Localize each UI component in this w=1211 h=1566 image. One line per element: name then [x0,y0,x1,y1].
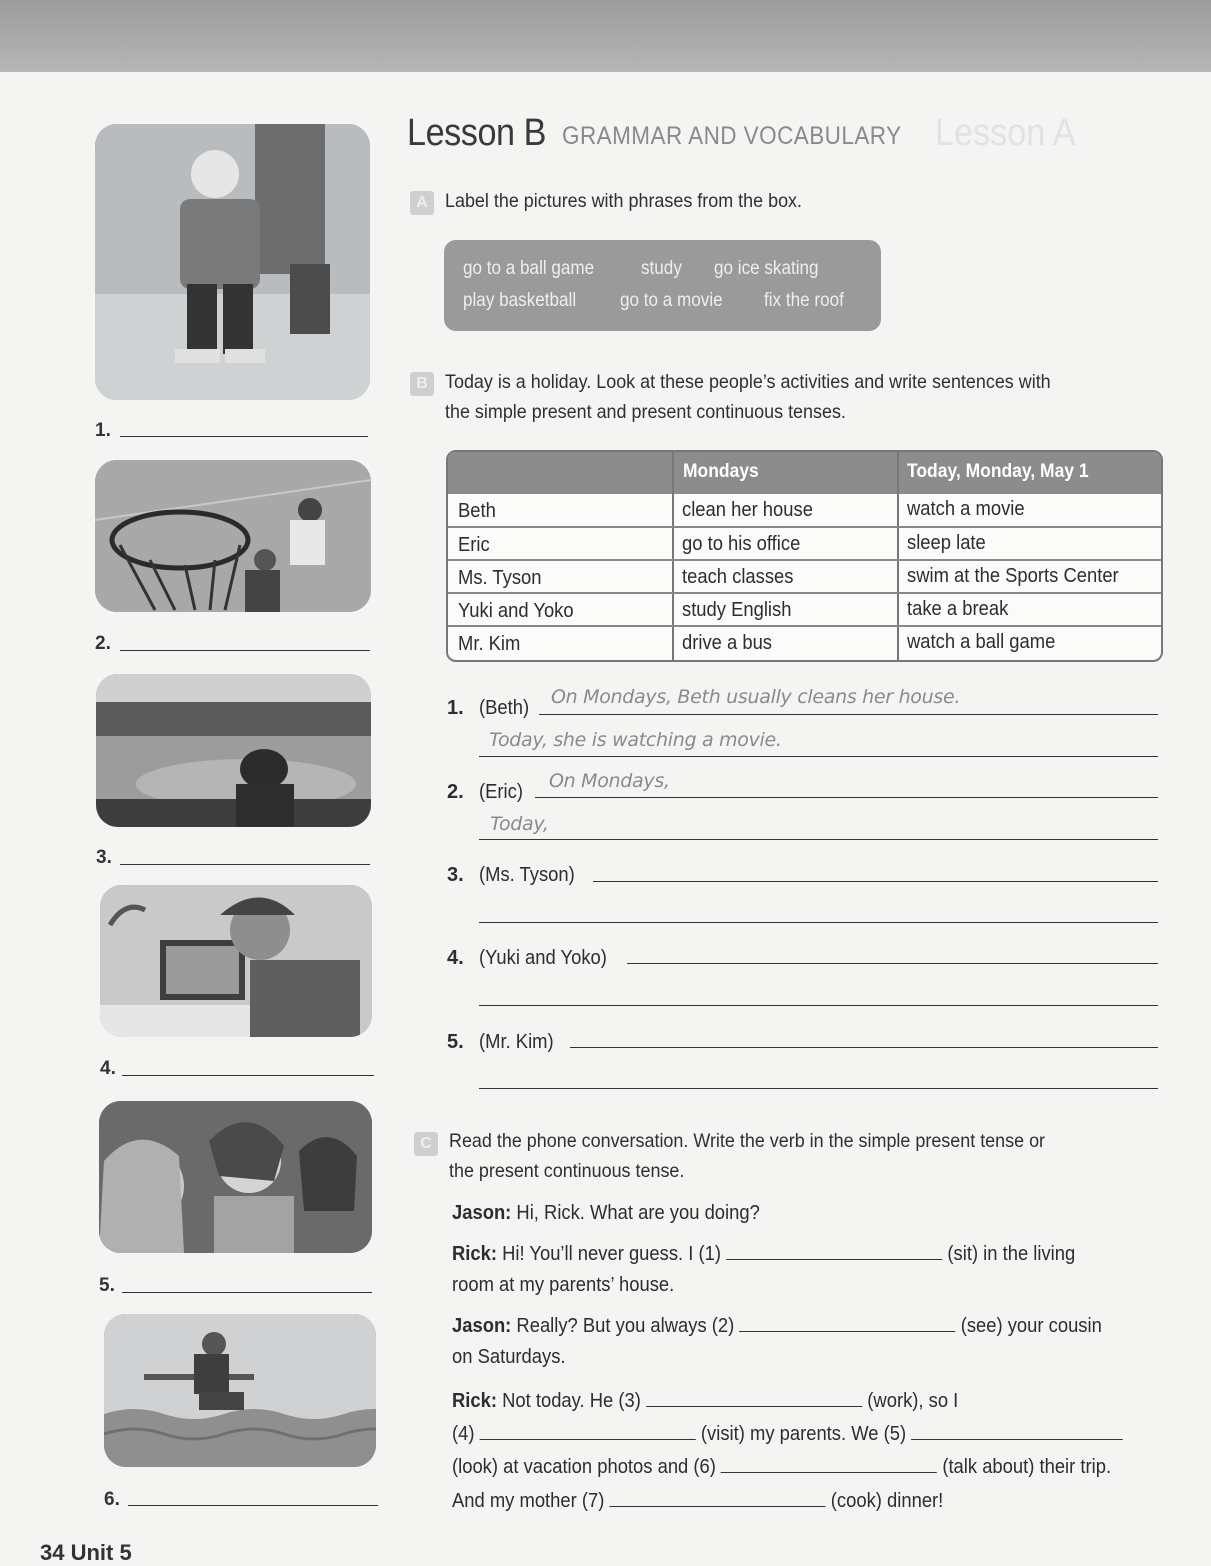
conversation-line [452,1239,1075,1270]
item-number: 5. [447,1031,464,1053]
answer-line[interactable] [627,963,1158,964]
answer-line[interactable] [479,1005,1158,1006]
verb-blank-2[interactable] [739,1313,955,1332]
answer-line[interactable] [535,797,1158,798]
word-box-item: play basketball [463,290,577,311]
word-box-item: fix the roof [764,290,844,311]
exercise-b-instruction [445,367,1051,427]
verb-blank-7[interactable] [609,1488,825,1507]
table-divider [448,592,1161,594]
item-name: (Mr. Kim) [479,1031,554,1053]
picture-answer-line[interactable] [122,1075,374,1076]
table-divider [448,559,1161,561]
dialogue-text: (see) your cousin [960,1315,1102,1337]
table-divider [897,452,899,660]
dialogue-text: And my mother (7) [452,1490,605,1512]
picture-answer-line[interactable] [128,1505,378,1506]
conversation-line [452,1198,760,1229]
answer-line[interactable] [479,922,1158,923]
item-name: (Beth) [479,697,530,719]
answer-line[interactable] [570,1047,1158,1048]
instruction-line: the present continuous tense. [449,1160,685,1182]
handwritten-answer: On Mondays, Beth usually cleans her house. [551,686,961,708]
verb-blank-5[interactable] [911,1421,1123,1440]
picture-number: 4. [100,1058,116,1079]
movie-photo [99,1101,372,1253]
ball-game-photo [96,674,371,827]
table-cell: study English [682,599,792,621]
basketball-photo [95,460,371,612]
handwritten-answer: Today, she is watching a movie. [489,729,782,751]
dialogue-text: (visit) my parents. We (5) [700,1423,907,1445]
dialogue-text: (4) [452,1423,475,1445]
answer-line[interactable] [539,714,1158,715]
answer-line[interactable] [479,839,1158,840]
conversation-line [452,1452,1111,1483]
word-box-item: go to a ball game [463,258,595,279]
dialogue-text: (cook) dinner! [830,1490,944,1512]
picture-number: 6. [104,1489,120,1510]
table-cell: Ms. Tyson [458,567,542,589]
picture-answer-line[interactable] [120,650,370,651]
activities-table [446,450,1163,662]
conversation-line [452,1270,674,1301]
instruction-line: the simple present and present continuous tenses. [445,401,846,423]
table-cell: teach classes [682,566,794,588]
picture-answer-line[interactable] [120,436,368,437]
picture-number: 1. [95,420,111,441]
exercise-c-instruction [449,1126,1045,1186]
conversation-line [452,1342,566,1373]
speaker: Rick: [452,1390,497,1412]
ice-skating-photo [95,124,370,400]
conversation-line [452,1419,1123,1450]
table-divider [448,526,1161,528]
word-box-item: go to a movie [620,290,723,311]
table-cell: sleep late [907,532,986,554]
dialogue-text: room at my parents’ house. [452,1274,675,1296]
dialogue-text: (talk about) their trip. [942,1456,1112,1478]
speaker: Jason: [452,1202,512,1224]
table-cell: drive a bus [682,632,773,654]
table-divider [672,452,674,660]
verb-blank-4[interactable] [480,1421,696,1440]
table-divider [448,625,1161,627]
ghost-heading-bleedthrough: Lesson A [935,112,1076,154]
item-name: (Ms. Tyson) [479,864,575,886]
item-number: 2. [447,781,464,803]
item-number: 4. [447,947,464,969]
picture-number: 2. [95,633,111,654]
verb-blank-6[interactable] [721,1454,937,1473]
verb-blank-3[interactable] [646,1388,862,1407]
verb-blank-1[interactable] [726,1241,942,1260]
instruction-line: Today is a holiday. Look at these people’s activities and write sentences with [445,371,1051,393]
handwritten-answer: Today, [490,813,549,835]
top-band [0,0,1211,72]
table-cell: Yuki and Yoko [458,600,574,622]
table-cell: take a break [907,598,1009,620]
table-cell: Mr. Kim [458,633,521,655]
lesson-title: Lesson B [407,112,547,154]
conversation-line [452,1386,958,1417]
picture-answer-line[interactable] [120,864,370,865]
fix-roof-photo [104,1314,376,1467]
table-header-cell: Today, Monday, May 1 [907,461,1089,482]
study-photo [100,885,372,1037]
dialogue-text: Hi! You’ll never guess. I (1) [502,1243,721,1265]
speaker: Jason: [452,1315,512,1337]
page-footer: 34 Unit 5 [40,1540,132,1565]
lesson-subtitle: GRAMMAR AND VOCABULARY [562,122,902,150]
word-box-item: go ice skating [714,258,819,279]
exercise-b-badge: B [410,372,434,396]
answer-line[interactable] [593,881,1158,882]
answer-line[interactable] [479,1088,1158,1089]
exercise-c-badge: C [414,1132,438,1156]
handwritten-answer: On Mondays, [549,770,670,792]
instruction-line: Read the phone conversation. Write the verb in the simple present tense or [449,1130,1046,1152]
table-cell: watch a ball game [907,631,1056,653]
table-cell: watch a movie [907,498,1025,520]
table-header-cell: Mondays [683,461,759,482]
word-box [444,240,881,331]
picture-number: 3. [96,847,112,868]
item-number: 3. [447,864,464,886]
table-cell: Beth [458,500,496,522]
answer-line[interactable] [479,756,1158,757]
exercise-a-badge: A [410,191,434,215]
dialogue-text: Hi, Rick. What are you doing? [516,1202,760,1224]
table-cell: swim at the Sports Center [907,565,1119,587]
table-cell: Eric [458,534,490,556]
speaker: Rick: [452,1243,497,1265]
dialogue-text: on Saturdays. [452,1346,566,1368]
table-cell: go to his office [682,533,801,555]
word-box-item: study [641,258,682,279]
table-cell: clean her house [682,499,813,521]
conversation-line [452,1486,943,1517]
item-number: 1. [447,697,464,719]
item-name: (Yuki and Yoko) [479,947,607,969]
exercise-a-instruction: Label the pictures with phrases from the box. [445,190,803,212]
dialogue-text: (look) at vacation photos and (6) [452,1456,716,1478]
dialogue-text: Really? But you always (2) [516,1315,735,1337]
conversation-line [452,1311,1102,1342]
picture-answer-line[interactable] [122,1292,372,1293]
item-name: (Eric) [479,781,523,803]
dialogue-text: Not today. He (3) [502,1390,641,1412]
dialogue-text: (sit) in the living [947,1243,1076,1265]
dialogue-text: (work), so I [867,1390,959,1412]
picture-number: 5. [99,1275,115,1296]
